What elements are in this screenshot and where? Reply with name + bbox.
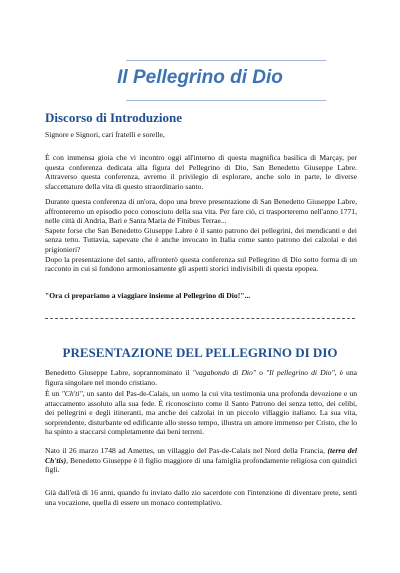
bio-paragraph-1	[45, 368, 357, 387]
intro-paragraph-2-line-1: Durante questa conferenza di un'ora, dopo una breve presentazione di San Benedetto Giuseppe Labre, affronteremo un episodio poco conosciuto della sua vita. Per fare ciò, ci trasporteremo nell'anno 1771, nelle città di Andria, Bari e Santa Maria de Finibus Terrae...	[45, 197, 357, 226]
bio-paragraph-1-text	[45, 368, 357, 387]
bio3-text-a: Nato il 26 marzo 1748 ad Amettes, un villaggio del Pas-de-Calais nel Nord della Francia,	[45, 446, 328, 455]
greeting-text: Signore e Signori, cari fratelli e sorelle,	[45, 130, 165, 139]
bio2-text-b: , un santo del Pas-de-Calais, un uomo la cui vita testimonia una profonda devozione e un attaccamento assoluto alla sua fede. È riconosciuto come il Santo Patrono dei senza tetto, dei celibi, dei pellegrini e degli itineranti, ma anche dei calzolai in un piccolo villaggio italiano. La sua vita, sorprendente, disturbante ed edificante allo stesso tempo, illustra un amore immenso per Cristo, che lo ha spinto a staccarsi completamente dai beni terreni.	[45, 389, 357, 437]
intro-quote: "Ora ci prepariamo a viaggiare insieme al Pellegrino di Dio!"...	[45, 291, 251, 300]
bio-paragraph-4	[45, 488, 357, 507]
bio-paragraph-2-text	[45, 389, 357, 437]
intro-paragraph-1	[45, 153, 357, 191]
bio-paragraph-2	[45, 389, 357, 437]
title-bottom-rule	[126, 100, 326, 101]
bio-paragraph-3-text	[45, 446, 357, 475]
bio1-nickname-1: "vagabondo di Dio"	[192, 368, 257, 377]
greeting-paragraph	[45, 130, 357, 140]
bio1-text-c: , è una figura singolare nel mondo cristiano.	[45, 368, 358, 387]
bio2-chti: "Ch'ti"	[61, 389, 83, 398]
title-top-rule	[126, 60, 326, 61]
bio1-nickname-2: "Il pellegrino di Dio"	[265, 368, 335, 377]
intro-paragraph-1-text: È con immensa gioia che vi incontro oggi all'interno di questa magnifica basilica di Marçay, per questa conferenza dedicata alla figura del Pellegrino di Dio, San Benedetto Giuseppe Labre. Attraverso questa conferenza, avremo il privilegio di esplorare, anche solo in parte, le diverse sfaccettature della vita di questo straordinario santo.	[45, 153, 357, 191]
intro-paragraph-2-line-3: Dopo la presentazione del santo, affronterò questa conferenza sul Pellegrino di Dio sotto forma di un racconto in cui si fondono armoniosamente gli aspetti storici indivisibili di questa epopea.	[45, 254, 357, 274]
bio1-text-a: Benedetto Giuseppe Labre, soprannominato il	[45, 368, 193, 377]
bio3-terra-chtis: (terra del Ch'tis)	[45, 446, 357, 465]
intro-paragraph-2	[45, 197, 357, 274]
bio1-text-b: o	[256, 368, 266, 377]
intro-heading: Discorso di Introduzione	[45, 110, 182, 125]
intro-paragraph-2-line-2: Sapete forse che San Benedetto Giuseppe Labre è il santo patrono dei pellegrini, dei mendicanti e dei senza tetto. Tuttavia, sapevate che è anche invocato in Italia come santo patrono dei calzolai e dei prigionieri?	[45, 225, 357, 254]
presentation-heading: PRESENTAZIONE DEL PELLEGRINO DI DIO	[62, 345, 338, 360]
document-title: Il Pellegrino di Dio	[117, 67, 283, 88]
bio2-text-a: È un	[45, 389, 62, 398]
bio3-text-b: , Benedetto Giuseppe è il figlio maggiore di una famiglia profondamente religiosa con quindici figli.	[45, 455, 357, 475]
bio-paragraph-3	[45, 446, 357, 475]
section-divider	[45, 318, 355, 319]
bio-paragraph-4-text: Già dall'età di 16 anni, quando fu inviato dallo zio sacerdote con l'intenzione di diventare prete, sentì una vocazione, quella di essere un monaco contemplativo.	[45, 488, 357, 507]
